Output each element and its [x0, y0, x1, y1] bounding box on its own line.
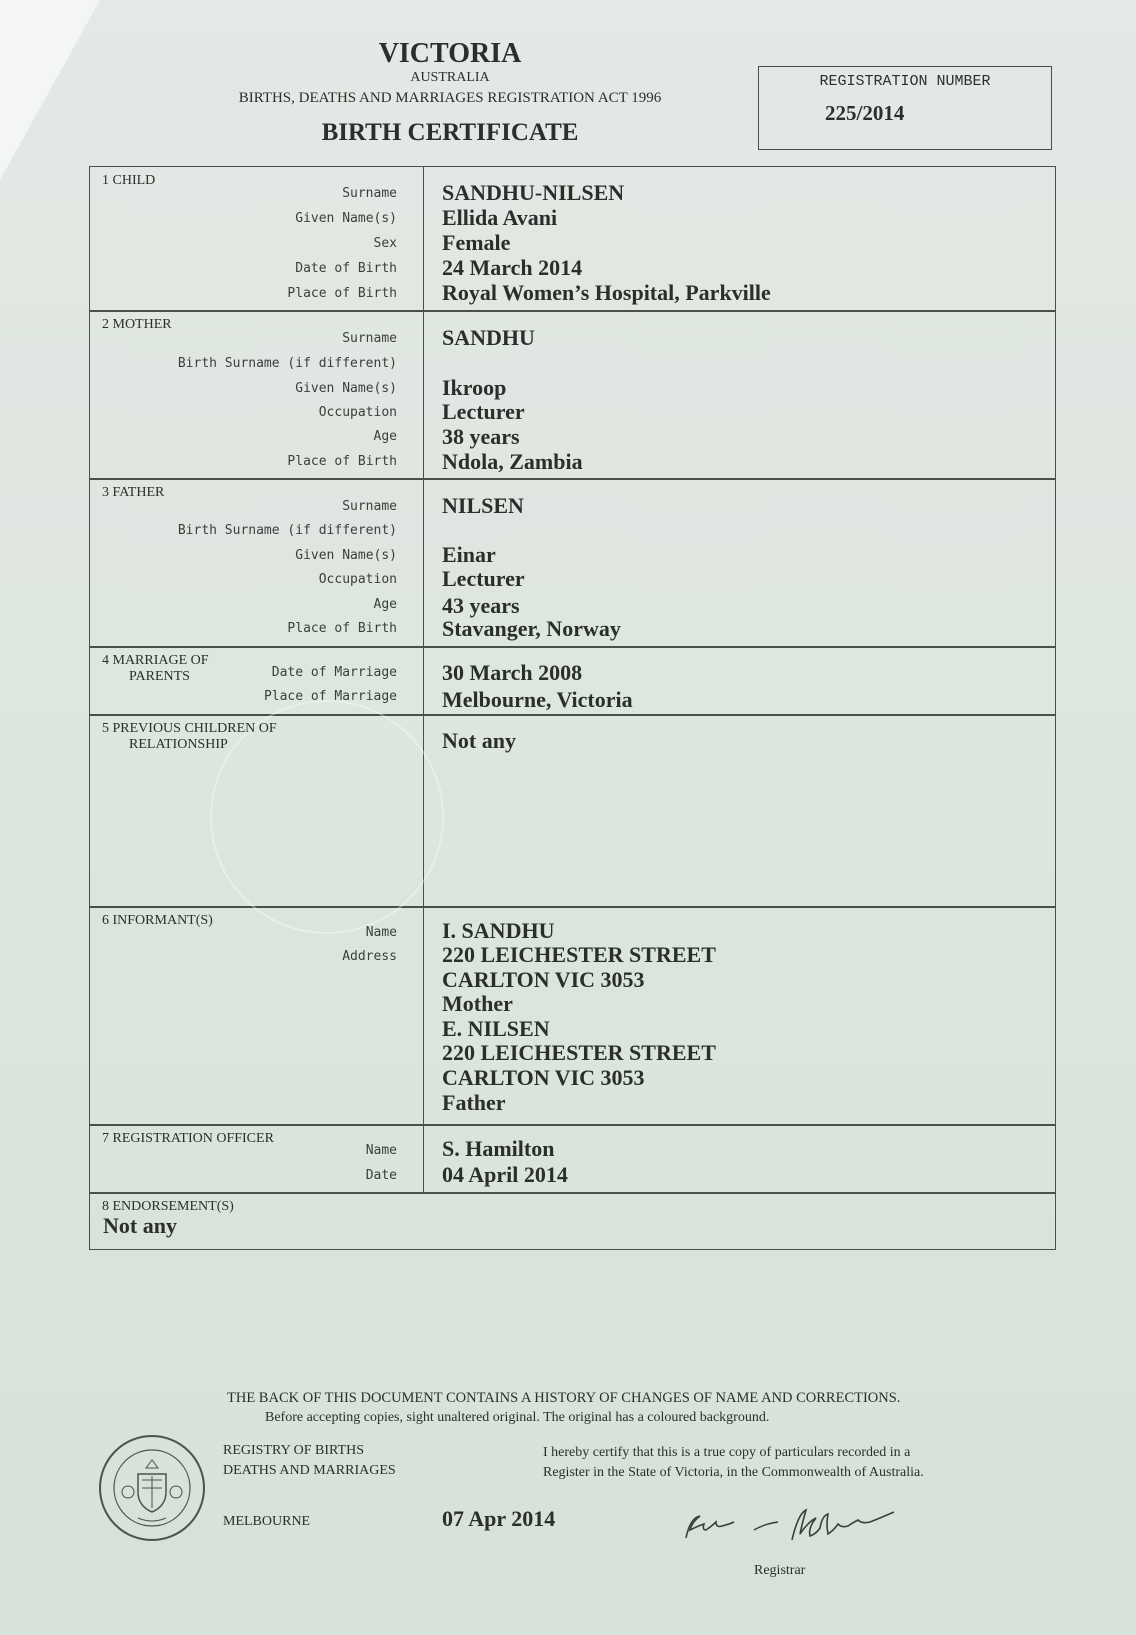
- child-surname-label: Surname: [342, 186, 397, 201]
- officer-date-label: Date: [365, 1168, 397, 1183]
- father-birth-surname-label: Birth Surname (if different): [177, 523, 397, 538]
- mother-pob-label: Place of Birth: [287, 454, 397, 469]
- mother-heading: 2 MOTHER: [102, 317, 172, 332]
- registrar-signature: [680, 1500, 930, 1550]
- officer-date-value: 04 April 2014: [442, 1162, 568, 1187]
- previous-children-value: Not any: [442, 728, 516, 753]
- endorsements-heading: 8 ENDORSEMENT(S): [102, 1199, 234, 1214]
- marriage-heading-line2: PARENTS: [129, 669, 190, 684]
- informant-line: Father: [442, 1090, 506, 1115]
- child-given-names-value: Ellida Avani: [442, 205, 558, 230]
- father-surname-value: NILSEN: [442, 493, 524, 518]
- marriage-date-label: Date of Marriage: [271, 665, 397, 680]
- registration-number-value: 225/2014: [825, 101, 905, 125]
- informant-line: I. SANDHU: [442, 918, 555, 943]
- officer-heading: 7 REGISTRATION OFFICER: [102, 1131, 274, 1146]
- mother-pob-value: Ndola, Zambia: [442, 449, 583, 474]
- mother-age-value: 38 years: [442, 424, 520, 449]
- father-age-label: Age: [373, 597, 397, 612]
- registry-seal-icon: [98, 1434, 206, 1542]
- father-surname-label: Surname: [342, 499, 397, 514]
- father-age-value: 43 years: [442, 593, 520, 618]
- child-dob-label: Date of Birth: [295, 261, 397, 276]
- registration-number-box: [758, 66, 1052, 150]
- mother-age-label: Age: [373, 429, 397, 444]
- certification-line1: I hereby certify that this is a true copy of particulars recorded in a: [543, 1445, 911, 1460]
- informant-line: Mother: [442, 991, 513, 1016]
- informant-line: 220 LEICHESTER STREET: [442, 1040, 716, 1065]
- state-title: VICTORIA: [378, 38, 522, 69]
- officer-name-value: S. Hamilton: [442, 1136, 555, 1161]
- folded-corner: [0, 0, 100, 180]
- document-title: BIRTH CERTIFICATE: [321, 119, 579, 146]
- child-sex-label: Sex: [373, 236, 397, 251]
- child-sex-value: Female: [442, 230, 511, 255]
- father-occupation-label: Occupation: [318, 572, 397, 587]
- mother-occupation-label: Occupation: [318, 405, 397, 420]
- back-notice: THE BACK OF THIS DOCUMENT CONTAINS A HISTORY OF CHANGES OF NAME AND CORRECTIONS.: [227, 1390, 901, 1406]
- issue-date: 07 Apr 2014: [442, 1506, 556, 1531]
- country-subtitle: AUSTRALIA: [410, 70, 490, 85]
- certification-line2: Register in the State of Victoria, in the Commonwealth of Australia.: [543, 1465, 924, 1480]
- father-heading: 3 FATHER: [102, 485, 165, 500]
- previous-children-heading-line2: RELATIONSHIP: [129, 737, 228, 752]
- original-notice: Before accepting copies, sight unaltered original. The original has a coloured background.: [265, 1410, 770, 1425]
- informant-address-label: Address: [342, 949, 397, 964]
- marriage-date-value: 30 March 2008: [442, 660, 583, 685]
- child-heading: 1 CHILD: [102, 173, 156, 188]
- mother-occupation-value: Lecturer: [442, 399, 525, 424]
- child-pob-label: Place of Birth: [287, 286, 397, 301]
- marriage-place-value: Melbourne, Victoria: [442, 687, 633, 712]
- act-subtitle: BIRTHS, DEATHS AND MARRIAGES REGISTRATION ACT 1996: [238, 90, 662, 106]
- marriage-place-label: Place of Marriage: [263, 689, 397, 704]
- informant-line: E. NILSEN: [442, 1016, 550, 1041]
- informants-heading: 6 INFORMANT(S): [102, 913, 213, 928]
- section-informants: [89, 906, 1056, 1126]
- informant-line: CARLTON VIC 3053: [442, 967, 645, 992]
- father-pob-label: Place of Birth: [287, 621, 397, 636]
- registry-name-line2: DEATHS AND MARRIAGES: [223, 1463, 396, 1478]
- column-divider: [423, 166, 424, 1194]
- mother-birth-surname-label: Birth Surname (if different): [177, 356, 397, 371]
- father-given-names-label: Given Name(s): [295, 548, 397, 563]
- issue-city: MELBOURNE: [223, 1514, 311, 1529]
- registrar-title: Registrar: [754, 1563, 806, 1578]
- informant-line: CARLTON VIC 3053: [442, 1065, 645, 1090]
- section-endorsements: [89, 1192, 1056, 1250]
- father-pob-value: Stavanger, Norway: [442, 616, 621, 641]
- marriage-heading: 4 MARRIAGE OF: [102, 653, 209, 668]
- father-occupation-value: Lecturer: [442, 566, 525, 591]
- informant-name-label: Name: [365, 925, 397, 940]
- endorsements-value: Not any: [103, 1213, 177, 1238]
- child-pob-value: Royal Women’s Hospital, Parkville: [442, 280, 771, 305]
- father-given-names-value: Einar: [442, 542, 496, 567]
- child-dob-value: 24 March 2014: [442, 255, 583, 280]
- registry-name-line1: REGISTRY OF BIRTHS: [223, 1443, 364, 1458]
- mother-given-names-value: Ikroop: [442, 375, 507, 400]
- registration-number-label: REGISTRATION NUMBER: [819, 73, 991, 90]
- mother-given-names-label: Given Name(s): [295, 381, 397, 396]
- informant-line: 220 LEICHESTER STREET: [442, 942, 716, 967]
- previous-children-heading: 5 PREVIOUS CHILDREN OF: [102, 721, 277, 736]
- mother-surname-label: Surname: [342, 331, 397, 346]
- child-given-names-label: Given Name(s): [295, 211, 397, 226]
- officer-name-label: Name: [365, 1143, 397, 1158]
- mother-surname-value: SANDHU: [442, 325, 535, 350]
- child-surname-value: SANDHU-NILSEN: [442, 180, 625, 205]
